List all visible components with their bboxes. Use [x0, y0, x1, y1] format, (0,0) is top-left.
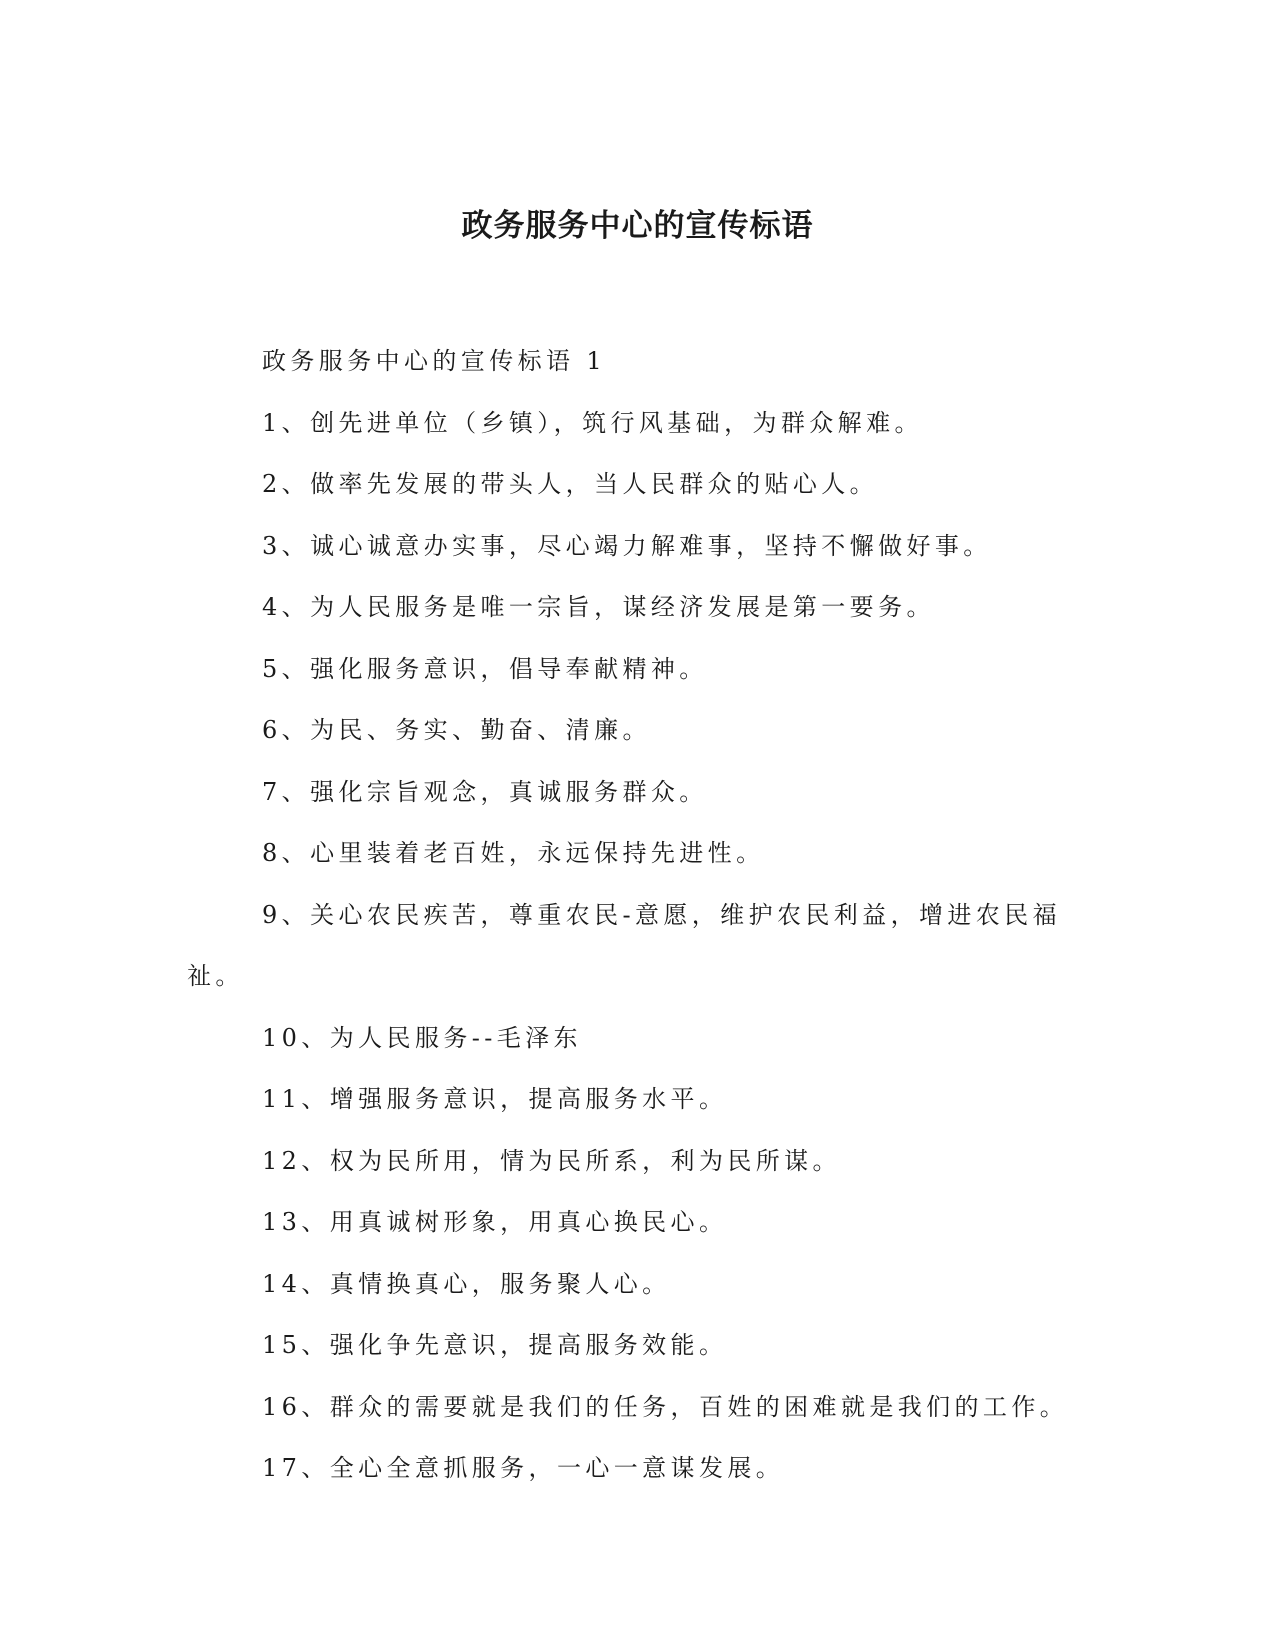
slogan-item-17: 17、全心全意抓服务，一心一意谋发展。 — [262, 1454, 785, 1482]
document-body — [187, 331, 1087, 1500]
slogan-item-4: 4、为人民服务是唯一宗旨，谋经济发展是第一要务。 — [262, 593, 935, 621]
slogan-item-2: 2、做率先发展的带头人，当人民群众的贴心人。 — [262, 470, 879, 498]
section-heading: 政务服务中心的宣传标语 1 — [262, 347, 607, 375]
document-title: 政务服务中心的宣传标语 — [461, 208, 814, 244]
slogan-item-10: 10、为人民服务--毛泽东 — [262, 1023, 582, 1052]
slogan-item-15: 15、强化争先意识，提高服务效能。 — [262, 1331, 728, 1359]
slogan-item-14: 14、真情换真心，服务聚人心。 — [262, 1269, 671, 1298]
slogan-item-7: 7、强化宗旨观念，真诚服务群众。 — [262, 777, 708, 806]
slogan-item-3: 3、诚心诚意办实事，尽心竭力解难事，坚持不懈做好事。 — [262, 531, 992, 560]
slogan-item-16: 16、群众的需要就是我们的任务，百姓的困难就是我们的工作。 — [262, 1392, 1069, 1421]
slogan-item-13: 13、用真诚树形象，用真心换民心。 — [262, 1208, 728, 1236]
slogan-item-1: 1、创先进单位（乡镇），筑行风基础，为群众解难。 — [262, 408, 923, 437]
slogan-item-9: 9、关心农民疾苦，尊重农民-意愿，维护农民利益，增进农民福祉。 — [187, 900, 1061, 990]
slogan-item-11: 11、增强服务意识，提高服务水平。 — [262, 1085, 728, 1113]
slogan-item-8: 8、心里装着老百姓，永远保持先进性。 — [262, 839, 765, 867]
slogan-item-12: 12、权为民所用，情为民所系，利为民所谋。 — [262, 1146, 841, 1175]
slogan-item-5: 5、强化服务意识，倡导奉献精神。 — [262, 654, 708, 683]
slogan-item-6: 6、为民、务实、勤奋、清廉。 — [262, 716, 651, 744]
